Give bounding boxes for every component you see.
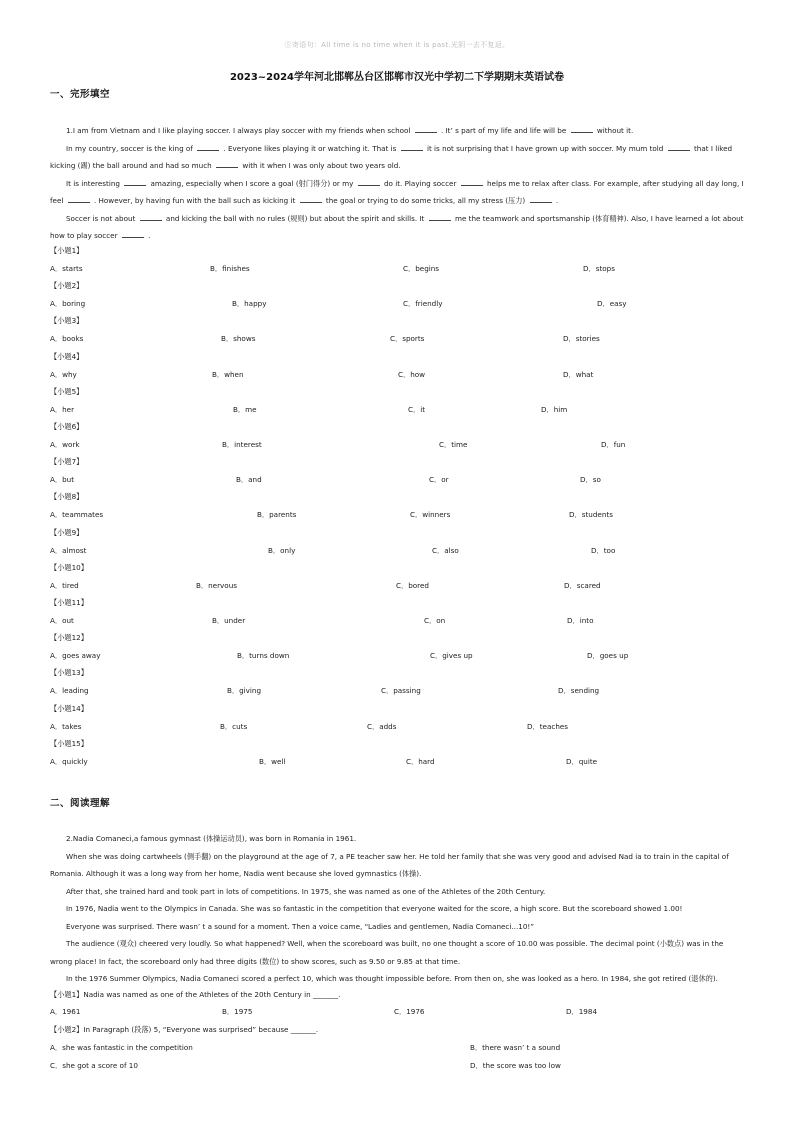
passage-paragraph [50,140,744,175]
reading-q2-option-b[interactable]: B．there wasn’ t a sound [470,1043,561,1052]
answer-option[interactable]: D．goes up [587,651,629,661]
answer-option[interactable]: B．only [268,545,296,555]
passage-text: and kicking the ball with no rules (规则) but about the spirit and skills. It [163,213,427,223]
passage-text: that I liked kicking (踢) the ball around and had so much [50,143,733,170]
answer-option[interactable]: D．teaches [527,721,569,731]
reading-question-2: 【小题2】In Paragraph (段落) 5, “Everyone was surprised” because _______. [50,1025,319,1034]
watermark: Ⓢ寄语句：All time is no time when it is past.光阴一去不复返。 [284,41,510,49]
passage-text: amazing, especially when I score a goal (射门得分) or my [148,178,356,188]
reading-paragraph: When she was doing cartwheels (侧手翻) on the playground at the age of 7, a PE teacher saw her. He told her family that she was very good and advised Nad ia to train in the capital of Romania. Although it was a long way from her home, Nadia went because she loved gymnastics (体操). [50,851,729,878]
answer-blank[interactable] [300,195,322,203]
answer-option[interactable]: B．giving [227,686,262,696]
answer-option[interactable]: C．adds [367,721,397,731]
answer-option[interactable]: A．goes away [50,651,101,661]
answer-option[interactable]: C．it [408,404,426,414]
passage-text: Soccer is not about [66,213,138,223]
passage-text: . [553,196,559,205]
answer-option[interactable]: A．tired [50,580,79,590]
passage-text: with it when I was only about two years old. [240,161,401,170]
section-heading-cloze: 一、完形填空 [50,89,111,100]
question-label: 【小题14】 [50,703,88,713]
passage-paragraph [50,175,744,210]
answer-blank[interactable] [216,160,238,168]
reading-paragraph: After that, she trained hard and took part in lots of competitions. In 1975, she was named as one of the Athletes of the 20th Century. [66,886,546,896]
question-label: 【小题8】 [50,492,84,502]
answer-option[interactable]: A．but [50,475,75,485]
answer-option[interactable]: C．how [398,369,426,379]
question-label: 【小题11】 [50,598,88,607]
answer-option[interactable]: C．or [429,475,449,485]
question-label: 【小题6】 [50,422,84,431]
answer-option[interactable]: B．and [236,475,262,485]
answer-option[interactable]: D．him [541,404,568,414]
answer-blank[interactable] [429,213,451,221]
reading-paragraph: Everyone was surprised. There wasn’ t a sound for a moment. Then a voice came, “Ladies and gentlemen, Nadia Comaneci...10!” [66,921,534,931]
reading-q1-option-c[interactable]: C．1976 [394,1007,425,1016]
answer-option[interactable]: B．cuts [220,721,248,731]
question-label: 【小题13】 [50,668,88,678]
answer-blank[interactable] [140,213,162,221]
passage-text: 1.I am from Vietnam and I like playing soccer. I always play soccer with my friends when school [66,126,413,135]
passage-paragraph [50,122,744,140]
answer-option[interactable]: C．begins [403,264,440,273]
answer-option[interactable]: C．also [432,545,459,555]
question-label: 【小题12】 [50,633,88,643]
question-label: 【小题4】 [50,351,84,361]
answer-option[interactable]: B．nervous [196,580,238,590]
answer-option[interactable]: B．shows [221,334,256,344]
answer-option[interactable]: B．well [259,756,286,766]
reading-q2-option-c[interactable]: C．she got a score of 10 [50,1061,138,1070]
reading-q2-option-a[interactable]: A．she was fantastic in the competition [50,1043,193,1052]
answer-option[interactable]: A．almost [50,545,87,555]
page-title: 2023~2024学年河北邯郸丛台区邯郸市汉光中学初二下学期期末英语试卷 [229,72,565,83]
answer-option[interactable]: B．turns down [237,651,290,661]
answer-option[interactable]: A．work [50,440,80,449]
passage-text: it is not surprising that I have grown up with soccer. My mum told [424,143,666,153]
answer-option[interactable]: D．so [580,475,601,485]
answer-blank[interactable] [68,195,90,203]
answer-option[interactable]: D．stories [563,334,600,344]
question-label: 【小题1】 [50,246,84,255]
question-label: 【小题7】 [50,457,84,467]
answer-option[interactable]: C．passing [381,686,421,696]
answer-blank[interactable] [461,178,483,186]
passage-text: me the teamwork and sportsmanship (体育精神). Also, I have learned a lot about how to play soccer [50,213,744,240]
reading-paragraph: In 1976, Nadia went to the Olympics in Canada. She was so fantastic in the competition that everyone waited for the score, a high score. But the scoreboard showed 1.00! [66,904,683,913]
answer-option[interactable]: C．winners [410,510,451,520]
reading-q1-option-a[interactable]: A．1961 [50,1007,81,1016]
answer-option[interactable]: B．interest [222,440,262,449]
answer-blank[interactable] [668,143,690,151]
answer-option[interactable]: D．students [569,510,613,520]
answer-option[interactable]: D．into [567,616,594,625]
question-label: 【小题10】 [50,562,88,572]
question-label: 【小题2】 [50,281,84,291]
answer-blank[interactable] [124,178,146,186]
question-label: 【小题15】 [50,738,88,748]
answer-option[interactable]: C．hard [406,756,435,766]
answer-option[interactable]: D．too [591,545,616,555]
answer-option[interactable]: B．when [212,369,244,379]
answer-option[interactable]: A．quickly [50,756,88,766]
answer-option[interactable]: A．her [50,404,75,414]
answer-option[interactable]: A．takes [50,721,82,731]
answer-option[interactable]: B．me [233,404,257,414]
passage-text: . Everyone likes playing it or watching it. That is [221,143,399,153]
answer-option[interactable]: B．parents [257,510,297,520]
passage-text: It is interesting [66,178,123,188]
passage-text: do it. Playing soccer [381,178,459,188]
answer-option[interactable]: A．out [50,616,74,625]
passage-paragraph [50,210,744,245]
answer-option[interactable]: D．what [563,369,594,379]
answer-option[interactable]: D．easy [597,299,627,309]
answer-option[interactable]: B．under [212,616,246,625]
answer-option[interactable]: A．teammates [50,510,104,520]
answer-option[interactable]: C．bored [396,580,429,590]
passage-text: helps me to relax after class. For example, after studying all day long, I feel [50,178,744,205]
question-label: 【小题9】 [50,527,84,537]
answer-option[interactable]: A．leading [50,686,89,696]
passage-text: the goal or trying to do some tricks, all my stress (压力) [323,196,528,205]
answer-option[interactable]: A．why [50,369,77,379]
answer-option[interactable]: D．stops [583,264,615,273]
answer-option[interactable]: D．sending [558,686,600,696]
section-heading-reading: 二、阅读理解 [50,798,111,809]
answer-option[interactable]: B．finishes [210,264,250,273]
reading-paragraph: In the 1976 Summer Olympics, Nadia Comaneci scored a perfect 10, which was thought impossible before. From then on, she was looked as a hero. In 1984, she got retired (退休的). [66,974,718,983]
reading-question-1: 【小题1】Nadia was named as one of the Athletes of the 20th Century in _______. [50,990,341,999]
answer-option[interactable]: A．starts [50,264,83,273]
question-label: 【小题5】 [50,386,84,396]
reading-q1-option-b[interactable]: B．1975 [222,1007,253,1016]
reading-passage [50,830,744,988]
answer-blank[interactable] [122,230,144,238]
answer-blank[interactable] [401,143,423,151]
passage-text: . However, by having fun with the ball such as kicking it [91,196,298,205]
answer-option[interactable]: B．happy [232,299,267,309]
answer-option[interactable]: C．sports [390,334,425,344]
answer-blank[interactable] [530,195,552,203]
passage-text: without it. [594,126,634,135]
passage-text: . It’ s part of my life and life will be [438,126,569,135]
reading-q1-option-d[interactable]: D．1984 [566,1007,598,1016]
answer-option[interactable]: C．gives up [430,651,473,661]
answer-option[interactable]: D．fun [601,440,626,449]
answer-option[interactable]: A．books [50,334,84,344]
answer-option[interactable]: D．scared [564,580,601,590]
answer-blank[interactable] [197,143,219,151]
reading-paragraph: 2.Nadia Comaneci,a famous gymnast (体操运动员), was born in Romania in 1961. [66,834,357,843]
answer-option[interactable]: C．time [439,440,468,449]
reading-paragraph: The audience (观众) cheered very loudly. So what happened? Well, when the scoreboard was built, no one thought a score of 10.00 was possible. The decimal point (小数点) was in the wrong place! In fact, the scoreboard only had three digits (数位) to show scores, such as 9.50 or 9.85 at that time. [50,939,724,966]
passage-text: . [145,231,151,240]
reading-q2-option-d[interactable]: D．the score was too low [470,1061,561,1070]
answer-blank[interactable] [415,125,437,133]
cloze-passage [50,122,744,245]
question-label: 【小题3】 [50,316,84,326]
passage-text: In my country, soccer is the king of [66,143,196,153]
answer-blank[interactable] [358,178,380,186]
answer-blank[interactable] [571,125,593,133]
answer-option[interactable]: C．on [424,616,446,625]
answer-option[interactable]: D．quite [566,756,598,766]
answer-option[interactable]: A．boring [50,299,86,309]
answer-option[interactable]: C．friendly [403,299,443,309]
